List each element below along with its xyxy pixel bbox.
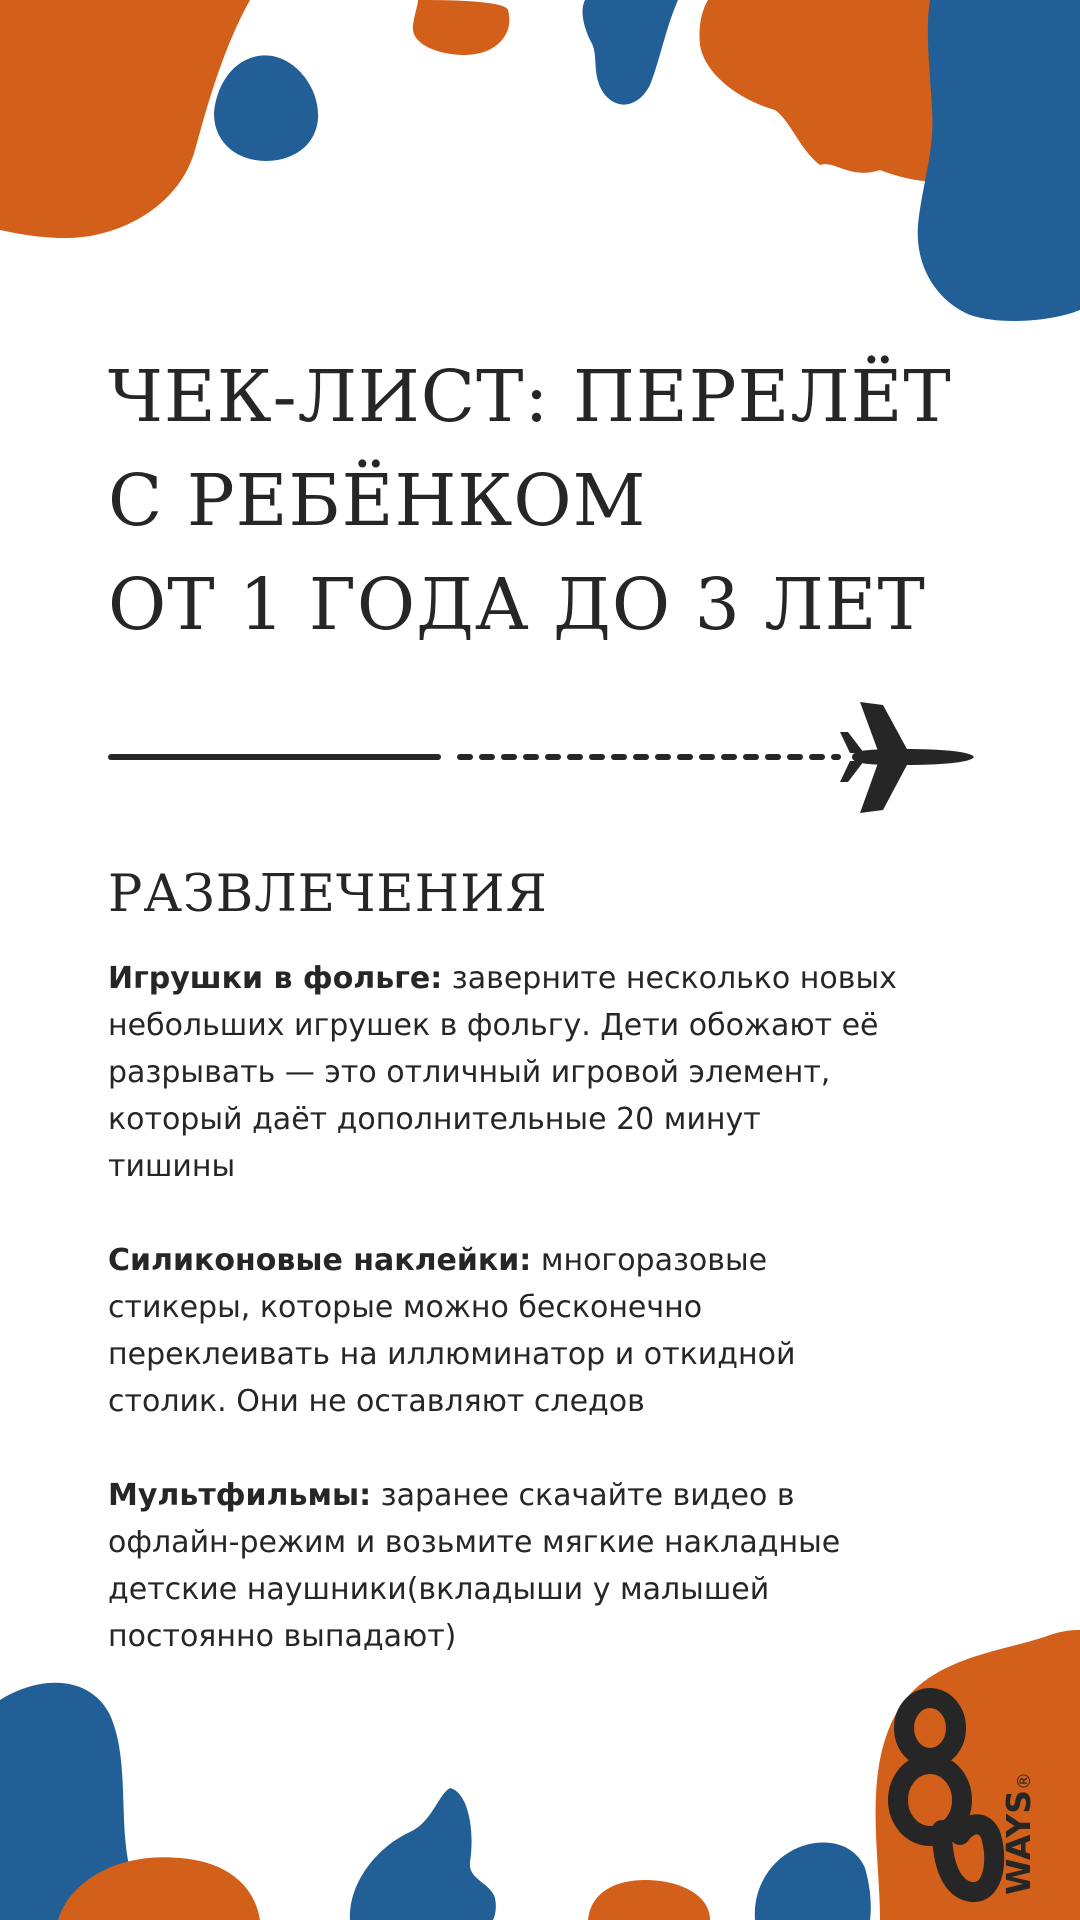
- logo-eight-lower-loop: [898, 1764, 962, 1836]
- item-text-line: столик. Они не оставляют следов: [108, 1384, 645, 1419]
- checklist-item: [108, 955, 1008, 1190]
- blob-top-small-orange: [413, 0, 510, 55]
- blob-bottom-orange-center: [588, 1880, 710, 1920]
- item-label: Игрушки в фольге:: [108, 961, 443, 996]
- page-title: [108, 345, 1008, 657]
- item-text-line: тишины: [108, 1149, 236, 1184]
- item-text-line: разрывать — это отличный игровой элемент,: [108, 1055, 831, 1090]
- item-text-line: небольших игрушек в фольгу. Дети обожают её: [108, 1008, 879, 1043]
- item-text-line: офлайн-режим и возьмите мягкие накладные: [108, 1525, 841, 1560]
- flight-path-divider: [108, 700, 978, 815]
- blob-bottom-blue-flame: [350, 1788, 496, 1920]
- blob-bottom-blue-right: [755, 1843, 871, 1920]
- logo-eight-upper-loop: [904, 1698, 956, 1758]
- logo-zero-hook: [942, 1824, 994, 1892]
- item-text-line: переклеивать на иллюминатор и откидной: [108, 1337, 796, 1372]
- airplane-icon: [840, 702, 974, 813]
- blob-top-blue-drop: [583, 0, 678, 105]
- blob-top-right-orange: [699, 0, 960, 182]
- checklist-item: [108, 1472, 1008, 1660]
- item-label: Силиконовые наклейки:: [108, 1243, 532, 1278]
- section-title: РАЗВЛЕЧЕНИЯ: [108, 865, 548, 924]
- item-text-line: заверните несколько новых: [442, 961, 897, 996]
- title-line: ЧЕК-ЛИСТ: ПЕРЕЛЁТ: [108, 355, 952, 438]
- blob-top-left-orange: [0, 0, 250, 238]
- item-text-line: стикеры, которые можно бесконечно: [108, 1290, 703, 1325]
- logo-brand-text: WAYS: [999, 1790, 1038, 1895]
- blob-top-right-blue: [918, 0, 1080, 321]
- eighty-logo-icon: [880, 1680, 1040, 1910]
- item-text-line: детские наушники(вкладыши у малышей: [108, 1572, 770, 1607]
- item-label: Мультфильмы:: [108, 1478, 372, 1513]
- title-line: С РЕБЁНКОМ: [108, 459, 647, 542]
- title-line: ОТ 1 ГОДА ДО 3 ЛЕТ: [108, 563, 926, 646]
- item-text-line: который даёт дополнительные 20 минут: [108, 1102, 761, 1137]
- checklist-item: [108, 1237, 1008, 1425]
- item-text-line: постоянно выпадают): [108, 1619, 457, 1654]
- blob-top-small-blue: [214, 55, 318, 161]
- item-text-line: заранее скачайте видео в: [371, 1478, 795, 1513]
- item-text-line: многоразовые: [531, 1243, 768, 1278]
- logo-registered-mark: ®: [1014, 1772, 1035, 1790]
- checklist-items: [108, 955, 1008, 1707]
